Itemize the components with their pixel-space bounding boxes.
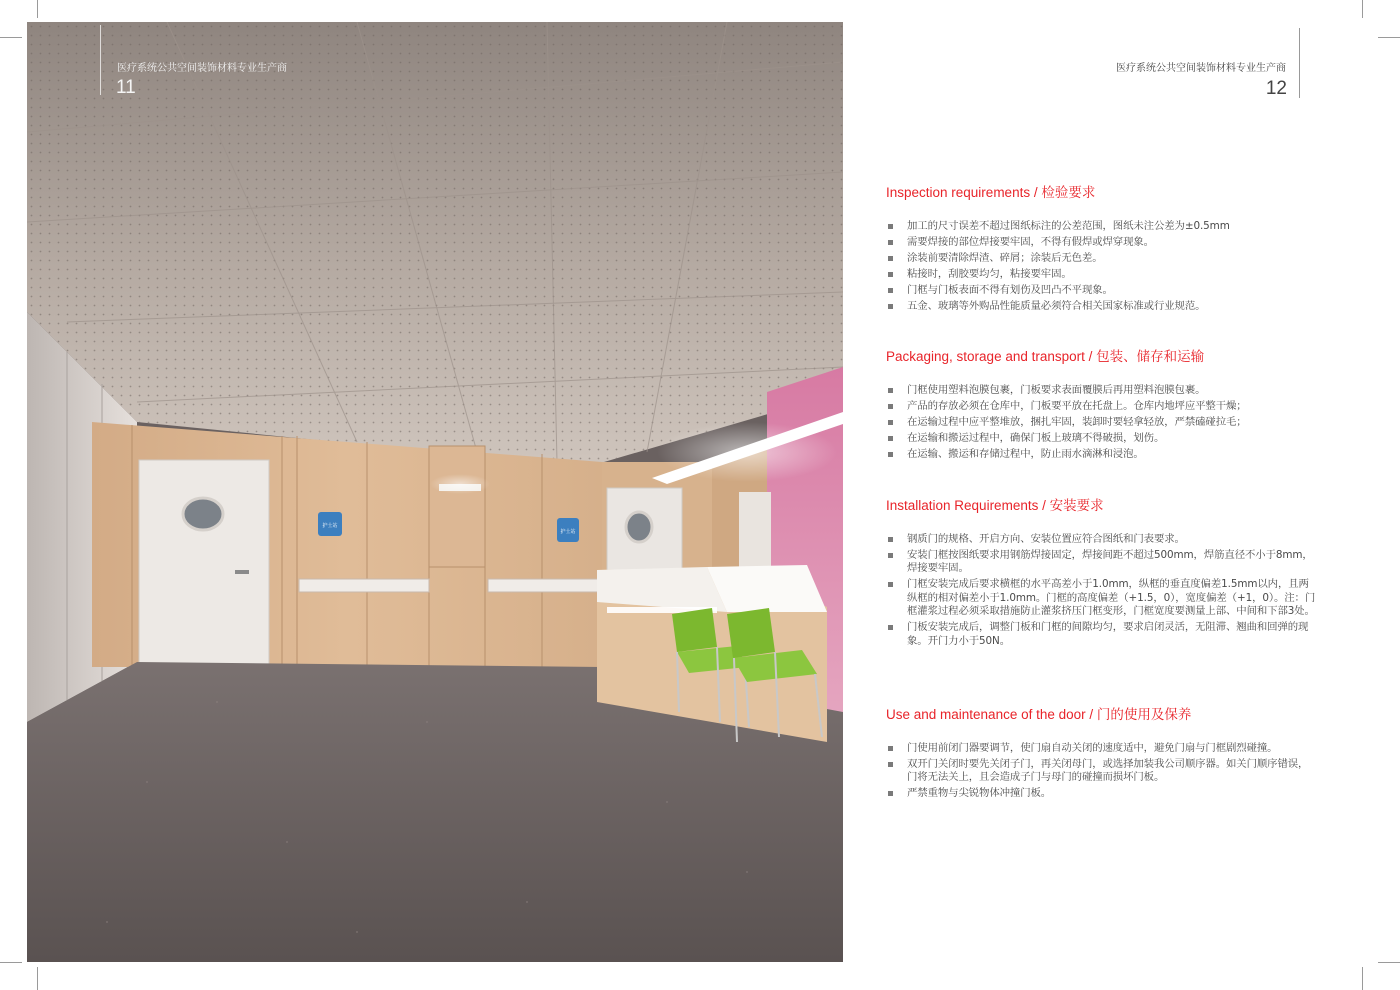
bullet-icon bbox=[888, 256, 893, 261]
header-rule bbox=[100, 25, 101, 95]
bullet-icon bbox=[888, 288, 893, 293]
page-subtitle: 医疗系统公共空间装饰材料专业生产商 bbox=[1116, 63, 1286, 74]
bullet-icon bbox=[888, 304, 893, 309]
bullet-icon bbox=[888, 791, 893, 796]
list-item: 门使用前闭门器要调节，使门扇自动关闭的速度适中，避免门扇与门框剧烈碰撞。 bbox=[886, 742, 1316, 755]
bullet-icon bbox=[888, 436, 893, 441]
installation-requirements-section bbox=[886, 494, 1316, 651]
interior-illustration bbox=[27, 22, 843, 962]
bullet-icon bbox=[888, 240, 893, 245]
bullet-icon bbox=[888, 746, 893, 751]
list-item: 在运输、搬运和存储过程中，防止雨水滴淋和浸泡。 bbox=[886, 448, 1316, 461]
section-title: Packaging, storage and transport / 包装、储存和运输 bbox=[886, 349, 1205, 364]
list-item: 需要焊接的部位焊接要牢固，不得有假焊或焊穿现象。 bbox=[886, 236, 1316, 249]
page-number: 12 bbox=[1265, 78, 1287, 99]
door-sign-text: 护士站 bbox=[560, 529, 576, 535]
section-title: Inspection requirements / 检验要求 bbox=[886, 185, 1096, 200]
bullet-icon bbox=[888, 420, 893, 425]
list-item: 门板安装完成后，调整门板和门框的间隙均匀，要求启闭灵活，无阻滞、翘曲和回弹的现象。开门力小于50N。 bbox=[886, 621, 1316, 648]
list-item: 双开门关闭时要先关闭子门，再关闭母门，或选择加装我公司顺序器。如关门顺序错误，门将无法关上，且会造成子门与母门的碰撞而损坏门板。 bbox=[886, 758, 1316, 785]
list-item: 五金、玻璃等外购品性能质量必须符合相关国家标准或行业规范。 bbox=[886, 300, 1316, 313]
list-item: 门框安装完成后要求横框的水平高差小于1.0mm，纵框的垂直度偏差1.5mm以内，且两纵框的相对偏差小于1.0mm。门框的高度偏差（+1.5，0），宽度偏差（+1，0）。注：门框灌浆过程必须采取措施防止灌浆挤压门框变形，门框宽度要测量上部、中间和下部3处。 bbox=[886, 578, 1316, 618]
bullet-icon bbox=[888, 553, 893, 558]
list-item: 粘接时，刮胶要均匀，粘接要牢固。 bbox=[886, 268, 1316, 281]
bullet-icon bbox=[888, 224, 893, 229]
bullet-icon bbox=[888, 452, 893, 457]
bullet-icon bbox=[888, 404, 893, 409]
requirement-list bbox=[886, 220, 1316, 313]
handrail bbox=[299, 579, 429, 592]
requirement-list bbox=[886, 533, 1316, 648]
crop-mark bbox=[1362, 0, 1363, 18]
use-and-maintenance-section bbox=[886, 703, 1316, 803]
list-item: 加工的尺寸误差不超过图纸标注的公差范围，图纸未注公差为±0.5mm bbox=[886, 220, 1316, 233]
page-subtitle: 医疗系统公共空间装饰材料专业生产商 bbox=[117, 63, 287, 74]
list-item: 严禁重物与尖锐物体冲撞门板。 bbox=[886, 787, 1316, 800]
list-item: 门框与门板表面不得有划伤及凹凸不平现象。 bbox=[886, 284, 1316, 297]
bullet-icon bbox=[888, 625, 893, 630]
crop-mark bbox=[37, 967, 38, 990]
crop-mark bbox=[1378, 962, 1400, 963]
page-number: 11 bbox=[116, 77, 136, 98]
section-title: Use and maintenance of the door / 门的使用及保养 bbox=[886, 707, 1192, 722]
list-item: 涂装前要清除焊渣、碎屑；涂装后无色差。 bbox=[886, 252, 1316, 265]
list-item: 在运输和搬运过程中，确保门板上玻璃不得破损，划伤。 bbox=[886, 432, 1316, 445]
crop-mark bbox=[0, 962, 22, 963]
crop-mark bbox=[1362, 967, 1363, 990]
bullet-icon bbox=[888, 272, 893, 277]
requirement-list bbox=[886, 742, 1316, 801]
door-sign-text: 护士站 bbox=[322, 523, 338, 529]
bullet-icon bbox=[888, 582, 893, 587]
crop-mark bbox=[0, 37, 22, 38]
list-item: 产品的存放必须在仓库中，门板要平放在托盘上。仓库内地坪应平整干燥； bbox=[886, 400, 1316, 413]
list-item: 安装门框按图纸要求用钢筋焊接固定，焊接间距不超过500mm，焊筋直径不小于8mm，焊接要牢固。 bbox=[886, 549, 1316, 576]
door-porthole-window bbox=[183, 498, 223, 530]
packaging-storage-transport-section bbox=[886, 345, 1316, 464]
left-door bbox=[139, 460, 269, 664]
section-title: Installation Requirements / 安装要求 bbox=[886, 498, 1104, 513]
crop-mark bbox=[1378, 37, 1400, 38]
list-item: 门框使用塑料泡膜包裹，门板要求表面覆膜后再用塑料泡膜包裹。 bbox=[886, 384, 1316, 397]
bullet-icon bbox=[888, 388, 893, 393]
inspection-requirements-section bbox=[886, 181, 1316, 316]
header-rule bbox=[1299, 28, 1300, 98]
handrail bbox=[488, 579, 600, 592]
list-item: 在运输过程中应平整堆放，捆扎牢固，装卸时要轻拿轻放，严禁磕碰拉毛； bbox=[886, 416, 1316, 429]
crop-mark bbox=[37, 0, 38, 18]
requirement-list bbox=[886, 384, 1316, 461]
bullet-icon bbox=[888, 537, 893, 542]
list-item: 钢质门的规格、开启方向、安装位置应符合图纸和门表要求。 bbox=[886, 533, 1316, 546]
bullet-icon bbox=[888, 762, 893, 767]
hospital-corridor-photo bbox=[27, 22, 843, 962]
